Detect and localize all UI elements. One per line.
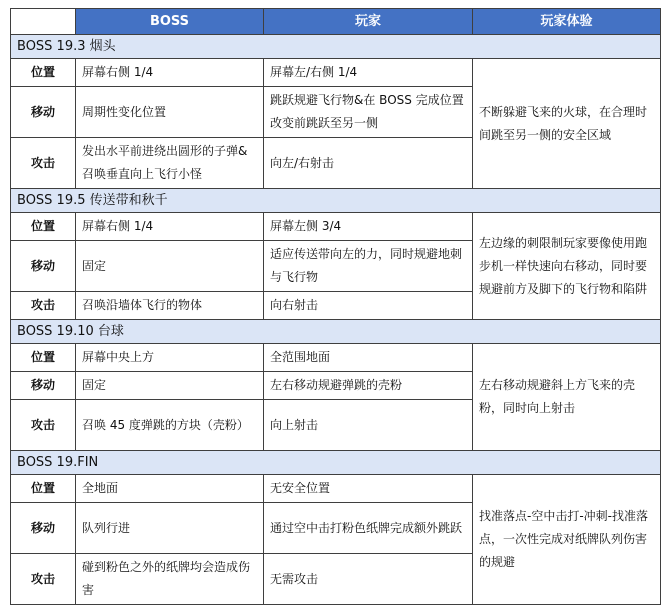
table-row	[11, 59, 661, 87]
row-label-movement: 移动	[11, 87, 76, 138]
boss-movement-cell: 周期性变化位置	[76, 87, 264, 138]
player-attack-cell: 无需攻击	[264, 554, 473, 605]
experience-cell: 左边缘的刺限制玩家要像使用跑步机一样快速向右移动，同时要规避前方及脚下的飞行物和陷阱	[473, 213, 661, 320]
boss-movement-cell: 队列行进	[76, 503, 264, 554]
row-label-position: 位置	[11, 475, 76, 503]
header-corner-cell	[11, 9, 76, 35]
row-label-position: 位置	[11, 344, 76, 372]
row-label-movement: 移动	[11, 241, 76, 292]
row-label-position: 位置	[11, 59, 76, 87]
boss-movement-cell: 固定	[76, 372, 264, 400]
boss-attack-cell: 召唤沿墙体飞行的物体	[76, 292, 264, 320]
section-header-row	[11, 451, 661, 475]
header-experience: 玩家体验	[473, 9, 661, 35]
boss-position-cell: 屏幕中央上方	[76, 344, 264, 372]
table-row	[11, 213, 661, 241]
section-header-row	[11, 189, 661, 213]
player-position-cell: 屏幕左侧 3/4	[264, 213, 473, 241]
row-label-attack: 攻击	[11, 292, 76, 320]
row-label-attack: 攻击	[11, 400, 76, 451]
boss-comparison-table	[10, 8, 661, 605]
section-header-row	[11, 320, 661, 344]
player-position-cell: 全范围地面	[264, 344, 473, 372]
table-row	[11, 344, 661, 372]
boss-attack-cell: 召唤 45 度弹跳的方块（壳粉）	[76, 400, 264, 451]
player-position-cell: 屏幕左/右侧 1/4	[264, 59, 473, 87]
table-row	[11, 475, 661, 503]
experience-cell: 找准落点-空中击打-冲刺-找准落点，一次性完成对纸牌队列伤害的规避	[473, 475, 661, 605]
player-movement-cell: 通过空中击打粉色纸牌完成额外跳跃	[264, 503, 473, 554]
boss-position-cell: 全地面	[76, 475, 264, 503]
player-movement-cell: 跳跃规避飞行物&在 BOSS 完成位置改变前跳跃至另一侧	[264, 87, 473, 138]
boss-movement-cell: 固定	[76, 241, 264, 292]
section-title: BOSS 19.3 烟头	[11, 35, 661, 59]
row-label-attack: 攻击	[11, 554, 76, 605]
section-title: BOSS 19.FIN	[11, 451, 661, 475]
boss-position-cell: 屏幕右侧 1/4	[76, 213, 264, 241]
boss-attack-cell: 碰到粉色之外的纸牌均会造成伤害	[76, 554, 264, 605]
row-label-attack: 攻击	[11, 138, 76, 189]
section-header-row	[11, 35, 661, 59]
experience-cell: 不断躲避飞来的火球，在合理时间跳至另一侧的安全区域	[473, 59, 661, 189]
player-attack-cell: 向上射击	[264, 400, 473, 451]
row-label-movement: 移动	[11, 372, 76, 400]
player-attack-cell: 向右射击	[264, 292, 473, 320]
section-title: BOSS 19.5 传送带和秋千	[11, 189, 661, 213]
player-position-cell: 无安全位置	[264, 475, 473, 503]
boss-position-cell: 屏幕右侧 1/4	[76, 59, 264, 87]
table-header	[11, 9, 661, 35]
section-title: BOSS 19.10 台球	[11, 320, 661, 344]
row-label-movement: 移动	[11, 503, 76, 554]
boss-attack-cell: 发出水平前进绕出圆形的子弹&召唤垂直向上飞行小怪	[76, 138, 264, 189]
player-movement-cell: 左右移动规避弹跳的壳粉	[264, 372, 473, 400]
experience-cell: 左右移动规避斜上方飞来的壳粉，同时向上射击	[473, 344, 661, 451]
header-boss: BOSS	[76, 9, 264, 35]
player-movement-cell: 适应传送带向左的力，同时规避地刺与飞行物	[264, 241, 473, 292]
header-player: 玩家	[264, 9, 473, 35]
player-attack-cell: 向左/右射击	[264, 138, 473, 189]
row-label-position: 位置	[11, 213, 76, 241]
